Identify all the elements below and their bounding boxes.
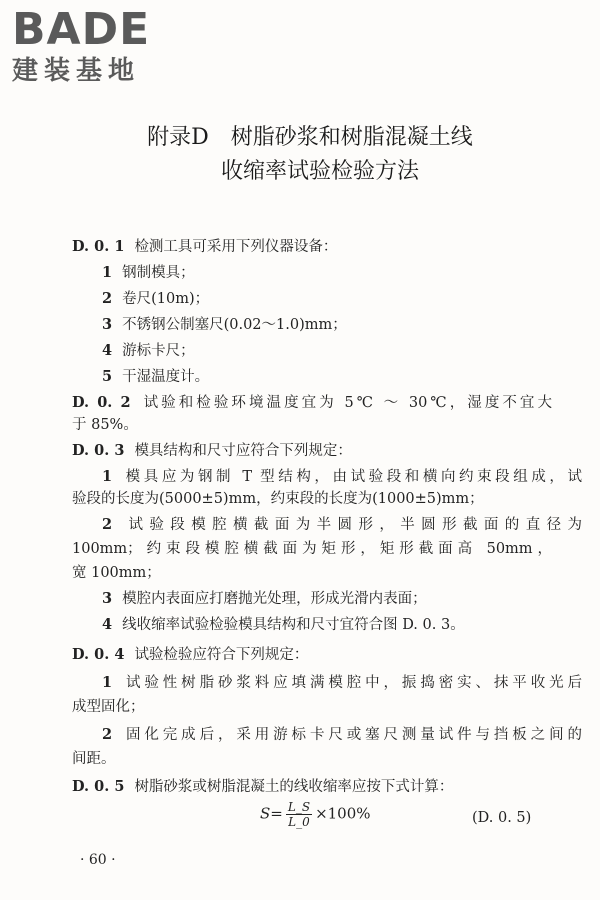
list-item [72,466,582,488]
item-number: 1 [102,468,113,485]
equation-number: (D. 0. 5) [472,810,532,826]
item-number: 2 [102,516,113,533]
clause-text: 检测工具可采用下列仪器设备： [134,239,338,255]
item-number: 5 [102,368,113,385]
page-number: · 60 · [80,852,116,868]
appendix-title-line2: 收缩率试验检验方法 [220,159,419,184]
item-text: 线收缩率试验检验模具结构和尺寸宜符合图 D. 0. 3。 [122,617,465,633]
clause-number: D. 0. 3 [72,442,125,459]
list-item [72,514,582,536]
item-text-continued: 间距。 [72,751,116,767]
bade-logo [12,6,177,96]
item-text: 试验段模腔横截面为半圆形，半圆形截面的直径为 [122,517,582,533]
formula-lhs: S= [260,804,283,823]
item-text: 试验性树脂砂浆料应填满模腔中，振捣密实、抹平收光后 [122,675,582,691]
clause-text: 模具结构和尺寸应符合下列规定： [134,443,352,459]
item-text-continued: 宽 100mm； [72,565,161,581]
item-text: 固化完成后，采用游标卡尺或塞尺测量试件与挡板之间的 [122,727,582,743]
clause-d05 [72,776,552,798]
item-text: 模具应为钢制 T 型结构，由试验段和横向约束段组成，试 [122,469,582,485]
item-number: 1 [102,674,113,691]
clause-d03 [72,440,552,462]
formula-numerator: L_S [287,800,311,814]
clause-text: 试验和检验环境温度宜为 5℃ ～ 30℃，湿度不宜大 [140,395,552,411]
item-number: 1 [102,264,113,281]
clause-text-continued: 于 85%。 [72,417,138,433]
item-number: 2 [102,726,113,743]
item-text-continued: 100mm；约束段模腔横截面为矩形，矩形截面高 50mm， [72,541,552,557]
clause-d04 [72,644,552,666]
clause-number: D. 0. 4 [72,646,125,663]
clause-d02 [72,392,552,414]
list-item [102,262,552,284]
list-item [102,366,552,388]
clause-text: 试验检验应符合下列规定： [134,647,309,663]
item-text: 模腔内表面应打磨抛光处理，形成光滑内表面； [122,591,427,607]
shrinkage-formula [260,800,460,834]
clause-d01 [72,236,552,258]
item-number: 2 [102,290,113,307]
appendix-title-line1: 附录D 树脂砂浆和树脂混凝土线 [147,125,473,150]
item-text: 游标卡尺； [122,343,195,359]
list-item [102,340,552,362]
item-number: 4 [102,616,113,633]
list-item [102,314,552,336]
item-text: 不锈钢公制塞尺(0.02～1.0)mm； [122,317,347,333]
logo-word: BADE [12,4,151,55]
clause-number: D. 0. 1 [72,238,125,255]
list-item [72,588,582,610]
item-text: 钢制模具； [122,265,195,281]
item-text: 卷尺(10m)； [122,291,210,307]
item-text-continued: 验段的长度为(5000±5)mm，约束段的长度为(1000±5)mm； [72,491,484,507]
clause-number: D. 0. 2 [72,394,131,411]
clause-number: D. 0. 5 [72,778,125,795]
list-item [72,672,582,694]
item-text-continued: 成型固化； [72,699,145,715]
logo-subtitle: 建装基地 [12,56,141,86]
formula-denominator: L_0 [288,815,310,829]
list-item [102,288,552,310]
item-number: 4 [102,342,113,359]
formula-fraction [286,800,312,829]
item-number: 3 [102,590,113,607]
formula-rhs: ×100% [315,804,371,823]
list-item [72,614,582,636]
list-item [72,724,582,746]
item-text: 干湿温度计。 [122,369,210,385]
item-number: 3 [102,316,113,333]
clause-text: 树脂砂浆或树脂混凝土的线收缩率应按下式计算： [134,779,454,795]
